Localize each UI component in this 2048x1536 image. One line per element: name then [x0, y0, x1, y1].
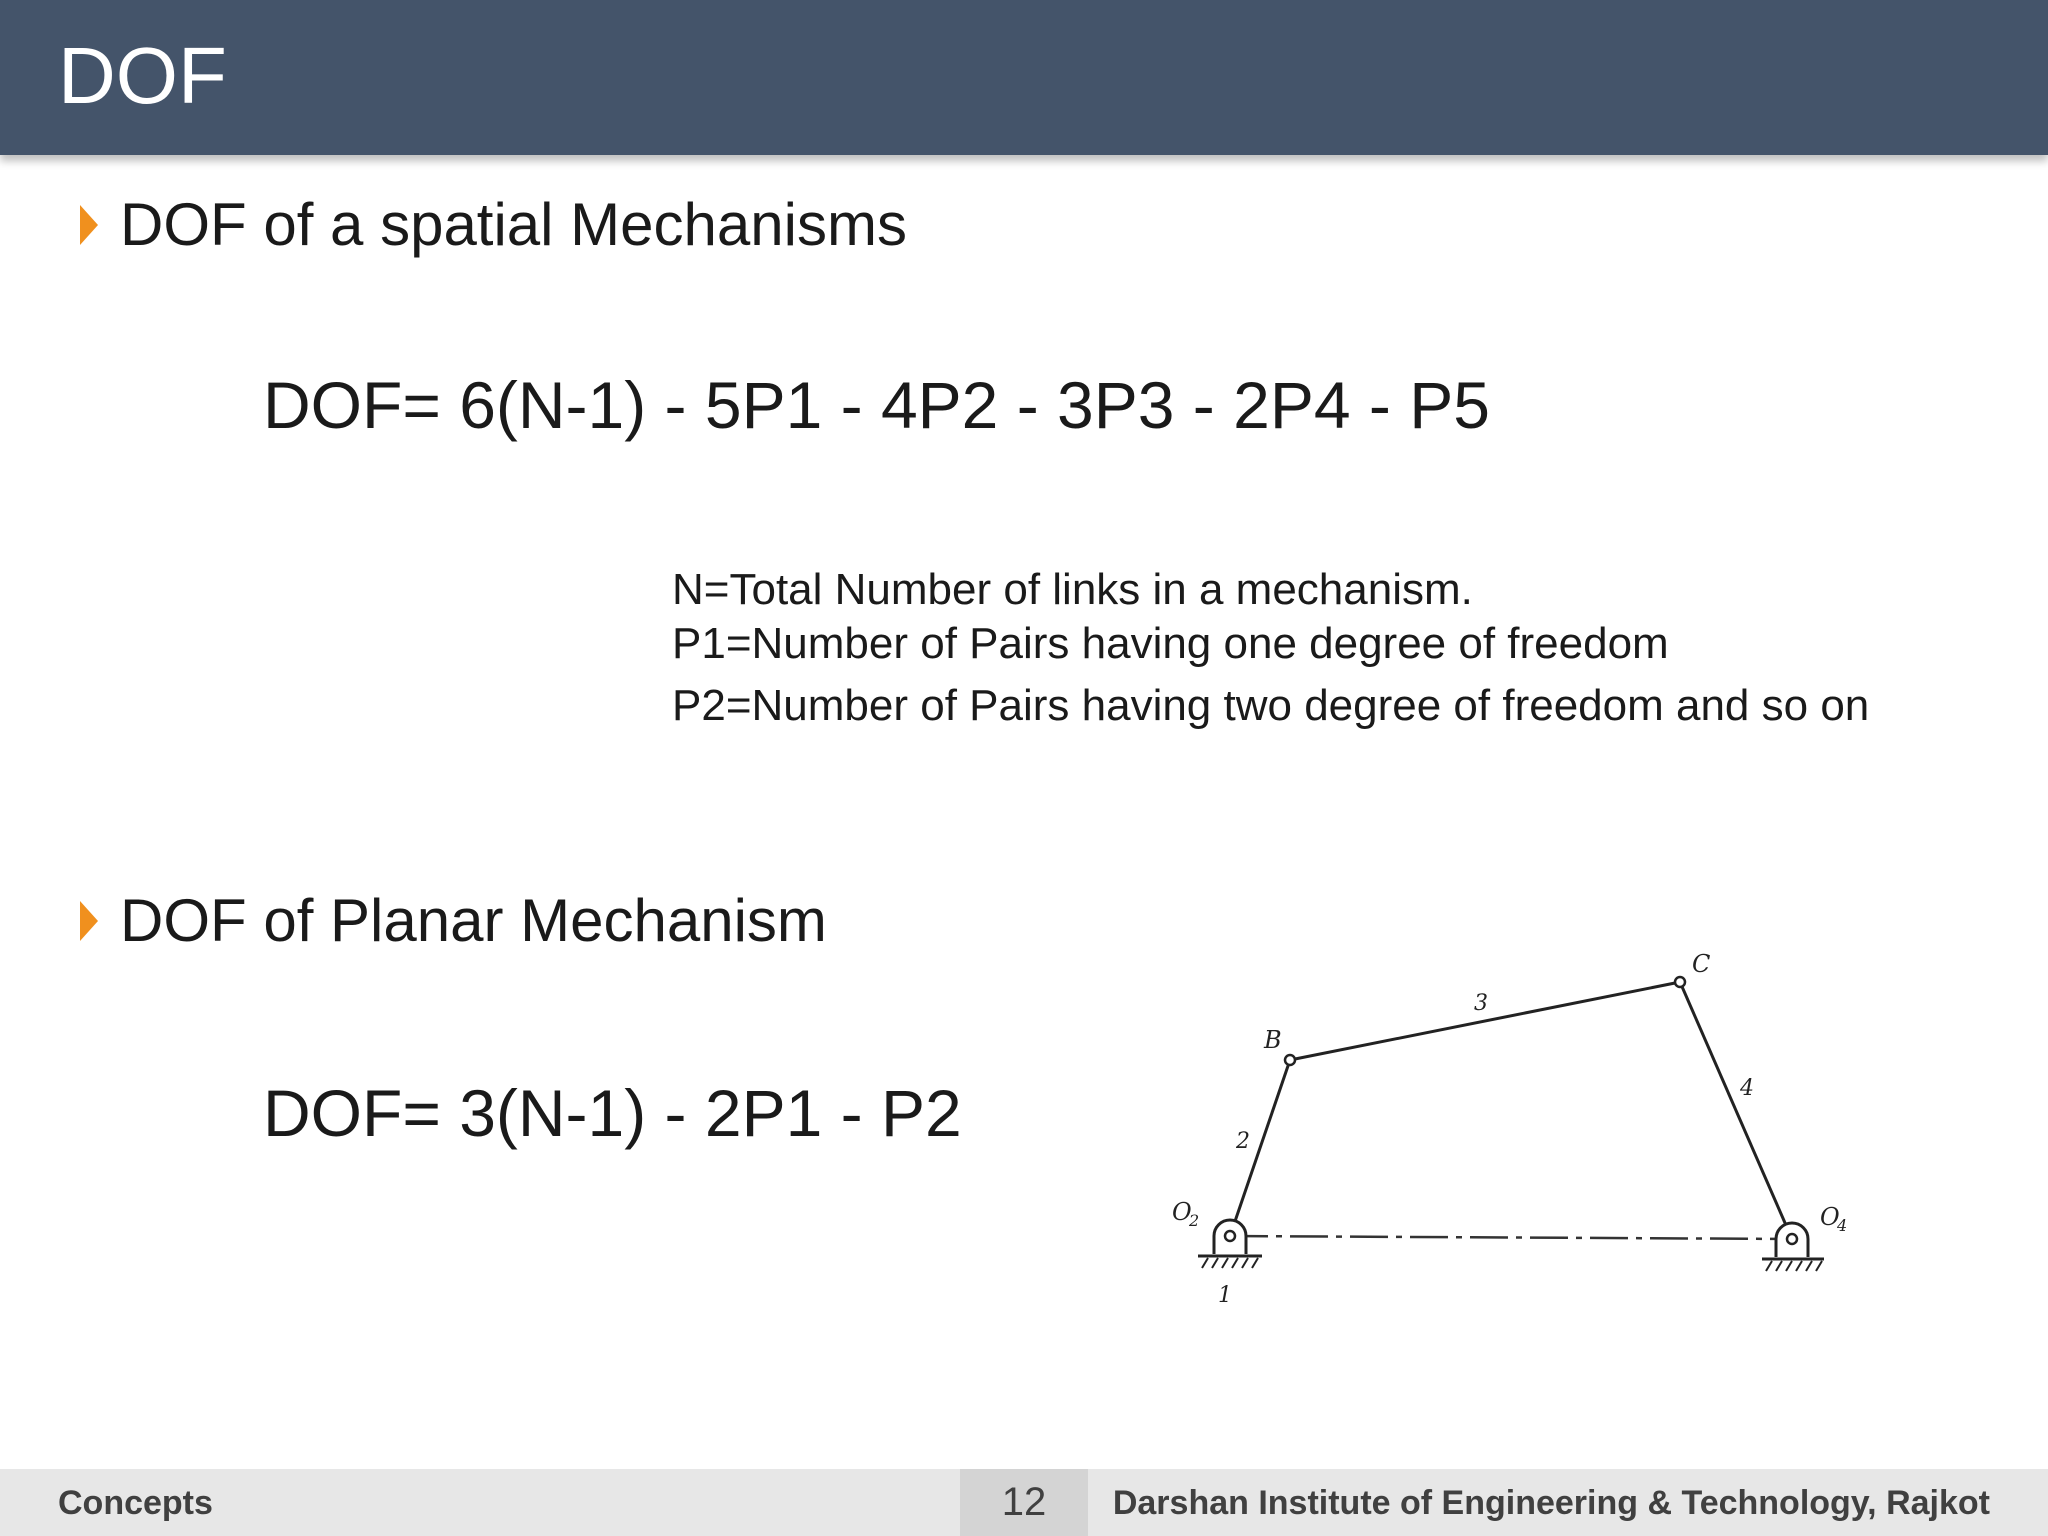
- label-o2-subscript: 2: [1189, 1211, 1200, 1230]
- label-c: C: [1692, 950, 1711, 978]
- bullet-arrow-icon: [80, 901, 98, 941]
- spatial-dof-formula: DOF= 6(N-1) - 5P1 - 4P2 - 3P3 - 2P4 - P5: [263, 368, 1490, 442]
- ground-pivot-o4: [1762, 1223, 1824, 1271]
- definition-n: N=Total Number of links in a mechanism.: [672, 565, 1473, 614]
- joint-b: [1285, 1055, 1295, 1065]
- label-b: B: [1264, 1026, 1282, 1054]
- definition-p2: P2=Number of Pairs having two degree of freedom and so on: [672, 681, 1870, 730]
- ground-line: [1230, 1236, 1792, 1239]
- label-link-2: 2: [1236, 1129, 1250, 1154]
- page-number-box: [960, 1469, 1088, 1536]
- planar-dof-formula: DOF= 3(N-1) - 2P1 - P2: [263, 1076, 962, 1150]
- bullet-arrow-icon: [80, 205, 98, 245]
- joint-c: [1675, 977, 1685, 987]
- definition-p1: P1=Number of Pairs having one degree of freedom: [672, 619, 1669, 668]
- link-4: [1680, 982, 1792, 1239]
- footer-section-label: Concepts: [58, 1484, 213, 1522]
- page-number: 12: [1001, 1480, 1047, 1524]
- label-link-1: 1: [1218, 1283, 1232, 1308]
- four-bar-linkage-diagram: [1150, 945, 1880, 1315]
- footer-bar: [0, 1469, 2048, 1536]
- ground-pivot-o2: [1198, 1220, 1262, 1268]
- bullet-spatial: DOF of a spatial Mechanisms: [120, 191, 907, 258]
- label-o4: O: [1820, 1203, 1840, 1231]
- slide-title: DOF: [58, 31, 227, 120]
- label-link-4: 4: [1740, 1076, 1754, 1101]
- title-bar: [0, 0, 2048, 155]
- footer-institute: Darshan Institute of Engineering & Technology, Rajkot: [1112, 1484, 1990, 1522]
- bullet-planar: DOF of Planar Mechanism: [120, 887, 827, 954]
- label-o2: O: [1172, 1198, 1192, 1226]
- label-o4-subscript: 4: [1837, 1216, 1848, 1235]
- label-link-3: 3: [1474, 991, 1488, 1016]
